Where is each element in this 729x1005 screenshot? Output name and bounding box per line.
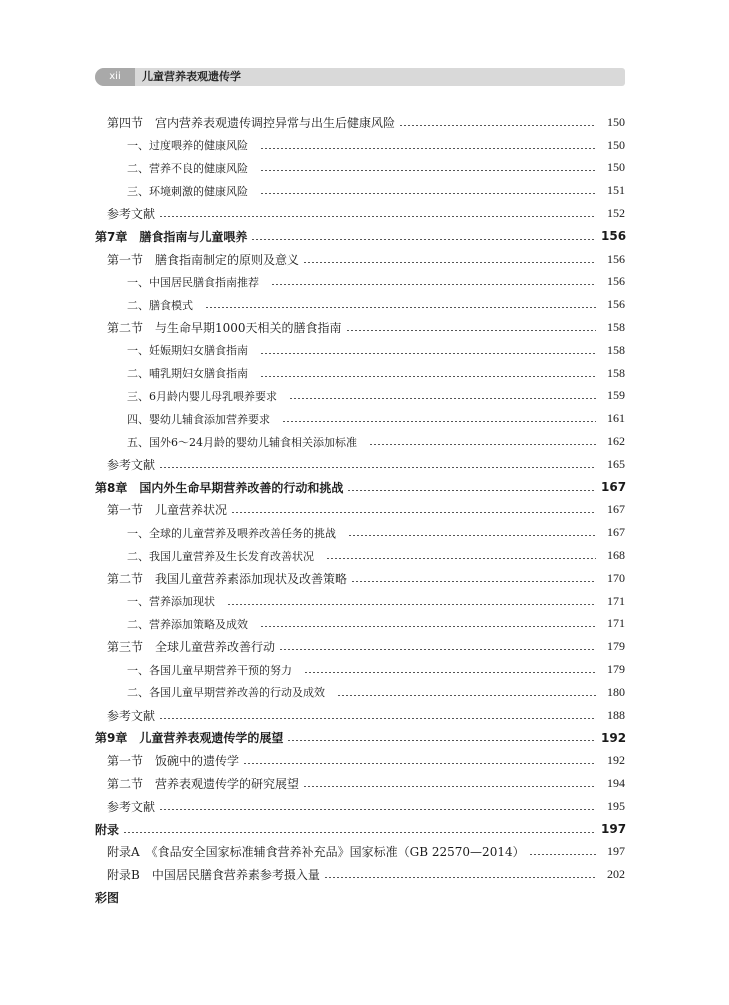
toc-entry-title: 二、我国儿童营养及生长发育改善状况 — [127, 549, 314, 563]
leader-dots — [260, 170, 596, 171]
toc-entry-page: 150 — [607, 137, 625, 152]
toc-entry-title: 二、哺乳期妇女膳食指南 — [127, 367, 248, 381]
toc-entry-page: 151 — [607, 183, 625, 198]
leader-dots — [287, 740, 596, 741]
toc-entry-title: 三、6月龄内婴儿母乳喂养要求 — [127, 389, 277, 403]
toc-entry-page: 156 — [607, 251, 625, 266]
toc-entry-page: 171 — [607, 593, 625, 608]
toc-entry-page: 197 — [607, 844, 625, 859]
toc-entry-title: 第二节 我国儿童营养素添加现状及改善策略 — [107, 571, 348, 586]
toc-entry-page: 168 — [607, 548, 625, 563]
leader-dots — [348, 535, 596, 536]
leader-dots — [303, 262, 596, 263]
toc-entry-page: 156 — [601, 229, 627, 244]
leader-dots — [243, 763, 596, 764]
leader-dots — [304, 672, 596, 673]
leader-dots — [260, 148, 596, 149]
toc-entry-page: 156 — [607, 297, 625, 312]
toc-entry-title: 参考文献 — [107, 708, 156, 723]
toc-entry-section — [95, 567, 625, 590]
leader-dots — [159, 718, 596, 719]
leader-dots — [303, 786, 596, 787]
toc-entry-sub — [95, 521, 625, 544]
toc-entry-chapter — [95, 818, 625, 841]
toc-entry-title: 参考文献 — [107, 457, 156, 472]
toc-entry-title: 第8章 国内外生命早期营养改善的行动和挑战 — [95, 480, 344, 495]
toc-entry-title: 二、各国儿童早期营养改善的行动及成效 — [127, 686, 325, 700]
toc-entry-page: 158 — [607, 342, 625, 357]
toc-entry-title: 四、婴幼儿辅食添加营养要求 — [127, 412, 270, 426]
toc-entry-page: 194 — [607, 776, 625, 790]
toc-entry-page: 170 — [607, 570, 625, 585]
toc-entry-section — [95, 772, 625, 795]
toc-entry-page: 152 — [607, 206, 625, 221]
toc-entry-title: 第9章 儿童营养表观遗传学的展望 — [95, 731, 284, 746]
toc-entry-title: 第7章 膳食指南与儿童喂养 — [95, 229, 248, 244]
toc-entry-title: 五、国外6～24月龄的婴幼儿辅食相关添加标准 — [127, 435, 357, 449]
toc-entry-sub — [95, 362, 625, 385]
toc-entry-title: 二、膳食模式 — [127, 298, 193, 312]
toc-entry-page: 156 — [607, 274, 625, 289]
toc-entry-title: 一、中国居民膳食指南推荐 — [127, 275, 259, 289]
toc-entry-sub — [95, 544, 625, 567]
toc-entry-page: 171 — [607, 616, 625, 631]
leader-dots — [123, 832, 596, 833]
toc-entry-sub — [95, 658, 625, 681]
leader-dots — [159, 467, 596, 468]
header-page-number: xii — [95, 68, 135, 86]
toc-entry-title: 三、环境刺激的健康风险 — [127, 184, 248, 198]
toc-entry-page: 162 — [607, 434, 625, 449]
leader-dots — [227, 604, 596, 605]
toc-entry-section — [95, 635, 625, 658]
leader-dots — [260, 376, 596, 377]
toc-entry-ref — [95, 704, 625, 727]
table-of-contents — [95, 111, 625, 909]
leader-dots — [289, 398, 596, 399]
toc-entry-sub — [95, 271, 625, 294]
running-header — [95, 68, 625, 86]
toc-entry-page: 202 — [607, 867, 625, 882]
toc-entry-sub — [95, 179, 625, 202]
toc-entry-section — [95, 316, 625, 339]
leader-dots — [337, 695, 596, 696]
toc-entry-ref — [95, 202, 625, 225]
leader-dots — [399, 125, 596, 126]
toc-entry-page: 161 — [607, 411, 625, 426]
toc-entry-page: 167 — [601, 480, 627, 495]
toc-entry-sub — [95, 590, 625, 613]
toc-entry-title: 参考文献 — [107, 207, 156, 222]
toc-entry-title: 二、营养不良的健康风险 — [127, 161, 248, 175]
toc-entry-section — [95, 863, 625, 886]
toc-entry-sub — [95, 430, 625, 453]
toc-entry-title: 第三节 全球儿童营养改善行动 — [107, 640, 276, 655]
toc-entry-section — [95, 111, 625, 134]
toc-entry-page: 159 — [607, 388, 625, 403]
toc-entry-sub — [95, 613, 625, 636]
toc-entry-title: 一、营养添加现状 — [127, 595, 215, 609]
toc-entry-page: 192 — [607, 753, 625, 768]
leader-dots — [324, 877, 596, 878]
toc-entry-title: 一、全球的儿童营养及喂养改善任务的挑战 — [127, 526, 336, 540]
toc-entry-page: 158 — [607, 320, 625, 335]
toc-entry-chapter — [95, 727, 625, 750]
toc-entry-section — [95, 841, 625, 864]
toc-entry-section — [95, 248, 625, 271]
leader-dots — [369, 444, 596, 445]
toc-entry-page: 167 — [607, 525, 625, 540]
toc-entry-section — [95, 499, 625, 522]
toc-entry-title: 第二节 与生命早期1000天相关的膳食指南 — [107, 321, 342, 336]
toc-entry-sub — [95, 407, 625, 430]
leader-dots — [271, 284, 596, 285]
toc-entry-sub — [95, 339, 625, 362]
toc-entry-title: 第一节 饭碗中的遗传学 — [107, 754, 240, 769]
toc-entry-page: 150 — [607, 114, 625, 129]
toc-entry-title: 附录 — [95, 822, 120, 837]
leader-dots — [260, 353, 596, 354]
toc-entry-title: 参考文献 — [107, 799, 156, 814]
toc-entry-title: 第二节 营养表观遗传学的研究展望 — [107, 777, 300, 791]
toc-entry-sub — [95, 293, 625, 316]
toc-entry-sub — [95, 385, 625, 408]
toc-entry-chapter — [95, 476, 625, 499]
leader-dots — [529, 854, 596, 855]
toc-entry-page: 197 — [601, 822, 627, 837]
leader-dots — [347, 490, 596, 491]
toc-entry-title: 第一节 儿童营养状况 — [107, 503, 228, 518]
toc-entry-page: 188 — [607, 707, 625, 722]
leader-dots — [282, 421, 596, 422]
toc-entry-sub — [95, 134, 625, 157]
toc-entry-sub — [95, 681, 625, 704]
leader-dots — [260, 193, 596, 194]
leader-dots — [279, 649, 596, 650]
leader-dots — [159, 216, 596, 217]
toc-entry-page: 165 — [607, 456, 625, 471]
toc-entry-title: 附录A 《食品安全国家标准辅食营养补充品》国家标准（GB 22570—2014） — [107, 845, 525, 860]
toc-entry-title: 附录B 中国居民膳食营养素参考摄入量 — [107, 868, 320, 883]
toc-entry-title: 一、妊娠期妇女膳食指南 — [127, 344, 248, 358]
leader-dots — [326, 558, 596, 559]
toc-entry-section — [95, 749, 625, 772]
toc-entry-ref — [95, 795, 625, 818]
toc-entry-title: 第一节 膳食指南制定的原则及意义 — [107, 252, 300, 267]
toc-entry-chapter — [95, 225, 625, 248]
leader-dots — [251, 239, 596, 240]
toc-entry-page: 195 — [607, 798, 625, 813]
toc-entry-page: 150 — [607, 160, 625, 175]
leader-dots — [231, 512, 596, 513]
leader-dots — [159, 809, 596, 810]
toc-entry-chapter — [95, 886, 625, 909]
toc-entry-sub — [95, 157, 625, 180]
header-book-title: 儿童营养表观遗传学 — [142, 70, 241, 83]
toc-entry-title: 二、营养添加策略及成效 — [127, 617, 248, 631]
toc-entry-page: 179 — [607, 662, 625, 677]
leader-dots — [351, 581, 596, 582]
toc-entry-title: 第四节 宫内营养表观遗传调控异常与出生后健康风险 — [107, 115, 396, 130]
toc-entry-page: 167 — [607, 502, 625, 517]
toc-entry-title: 一、过度喂养的健康风险 — [127, 139, 248, 153]
leader-dots — [260, 626, 596, 627]
toc-entry-page: 158 — [607, 365, 625, 380]
toc-entry-page: 179 — [607, 639, 625, 654]
toc-entry-page: 192 — [601, 730, 627, 745]
toc-entry-title: 一、各国儿童早期营养干预的努力 — [127, 663, 292, 677]
toc-entry-ref — [95, 453, 625, 476]
leader-dots — [205, 307, 596, 308]
leader-dots — [346, 330, 596, 331]
toc-entry-title: 彩图 — [95, 890, 120, 905]
toc-entry-page: 180 — [607, 684, 625, 699]
